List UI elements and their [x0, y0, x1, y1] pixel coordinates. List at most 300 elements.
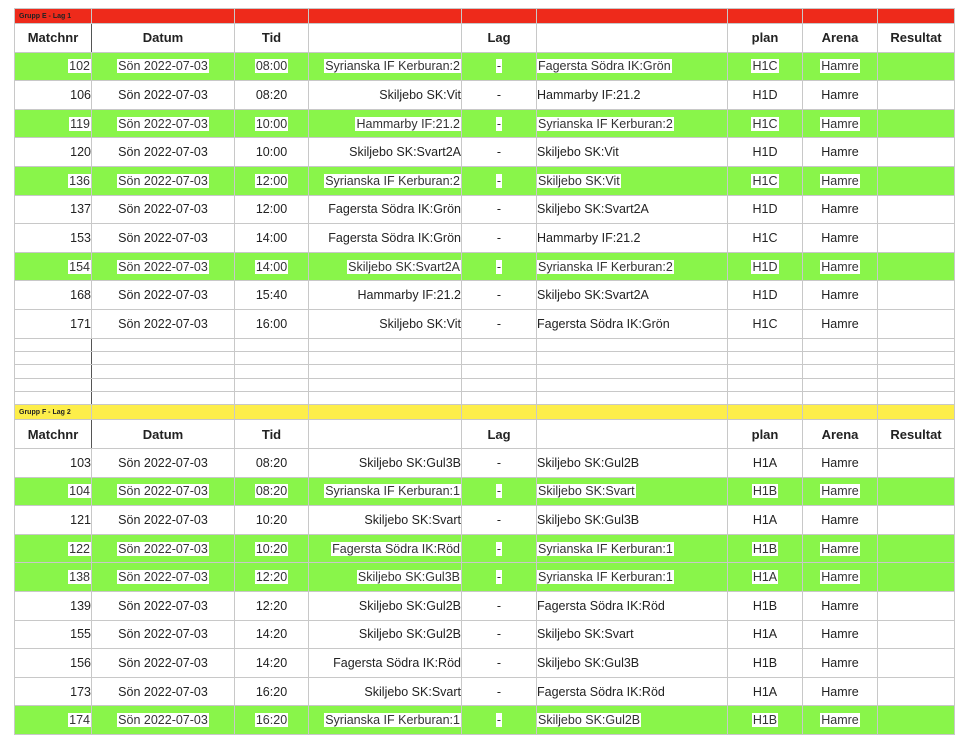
- match-time: [235, 166, 309, 195]
- blank-cell: [728, 378, 803, 391]
- arena-name-text: Hamre: [821, 173, 859, 188]
- match-date-text: Sön 2022-07-03: [118, 570, 208, 585]
- table-row[interactable]: [15, 224, 955, 253]
- blank-row: [15, 351, 955, 364]
- result-cell[interactable]: [878, 195, 955, 224]
- result-cell[interactable]: [878, 677, 955, 706]
- header-arena: Arena: [803, 24, 878, 53]
- band-cell: [728, 405, 803, 420]
- match-date: Sön 2022-07-03: [92, 506, 235, 535]
- result-cell[interactable]: [878, 534, 955, 563]
- match-number: [15, 706, 92, 735]
- header-lag: Lag: [462, 420, 537, 449]
- result-cell[interactable]: [878, 563, 955, 592]
- header-matchnr: Matchnr: [15, 24, 92, 53]
- vs-separator: -: [462, 309, 537, 338]
- vs-separator: [462, 166, 537, 195]
- table-row[interactable]: [15, 252, 955, 281]
- arena-name: [803, 534, 878, 563]
- result-cell[interactable]: [878, 506, 955, 535]
- match-date: [92, 563, 235, 592]
- blank-cell: [15, 392, 92, 405]
- arena-name: Hamre: [803, 138, 878, 167]
- home-team: Skiljebo SK:Vit: [309, 81, 462, 110]
- arena-name: Hamre: [803, 677, 878, 706]
- away-team: [537, 534, 728, 563]
- pitch-plan-text: H1A: [752, 570, 778, 585]
- band-cell: [235, 9, 309, 24]
- home-team-text: Skiljebo SK:Svart2A: [348, 259, 460, 274]
- blank-cell: [309, 338, 462, 351]
- match-time-text: 12:20: [255, 570, 288, 585]
- table-row[interactable]: [15, 52, 955, 81]
- pitch-plan: [728, 563, 803, 592]
- match-time: [235, 109, 309, 138]
- table-row[interactable]: [15, 477, 955, 506]
- pitch-plan: H1A: [728, 677, 803, 706]
- schedule-table: [14, 8, 955, 735]
- pitch-plan: [728, 166, 803, 195]
- pitch-plan: [728, 109, 803, 138]
- blank-cell: [235, 392, 309, 405]
- match-time: 10:20: [235, 506, 309, 535]
- away-team: Skiljebo SK:Vit: [537, 138, 728, 167]
- match-date: Sön 2022-07-03: [92, 677, 235, 706]
- pitch-plan: [728, 477, 803, 506]
- band-cell: [92, 405, 235, 420]
- vs-separator: [462, 706, 537, 735]
- match-number-text: 174: [69, 713, 90, 728]
- table-row[interactable]: [15, 281, 955, 310]
- vs-separator: -: [462, 506, 537, 535]
- home-team: [309, 563, 462, 592]
- blank-cell: [309, 392, 462, 405]
- arena-name: Hamre: [803, 449, 878, 478]
- away-team: [537, 166, 728, 195]
- blank-row: [15, 392, 955, 405]
- band-cell: [803, 9, 878, 24]
- arena-name-text: Hamre: [821, 116, 859, 131]
- away-team: [537, 563, 728, 592]
- vs-separator: [462, 252, 537, 281]
- blank-cell: [803, 338, 878, 351]
- pitch-plan: H1D: [728, 81, 803, 110]
- pitch-plan: H1D: [728, 195, 803, 224]
- pitch-plan: [728, 52, 803, 81]
- blank-cell: [462, 378, 537, 391]
- result-cell[interactable]: [878, 620, 955, 649]
- vs-separator-text: -: [496, 59, 502, 74]
- match-time: 16:20: [235, 677, 309, 706]
- arena-name: Hamre: [803, 195, 878, 224]
- away-team: [537, 477, 728, 506]
- pitch-plan-text: H1B: [752, 484, 778, 499]
- band-cell: [235, 405, 309, 420]
- home-team: Skiljebo SK:Svart2A: [309, 138, 462, 167]
- match-date: [92, 109, 235, 138]
- blank-cell: [728, 392, 803, 405]
- blank-row: [15, 338, 955, 351]
- away-team: Skiljebo SK:Gul3B: [537, 649, 728, 678]
- match-time-text: 10:20: [255, 541, 288, 556]
- vs-separator-text: -: [496, 541, 502, 556]
- pitch-plan: H1B: [728, 592, 803, 621]
- match-number-text: 104: [69, 484, 90, 499]
- blank-cell: [92, 338, 235, 351]
- vs-separator: [462, 563, 537, 592]
- table-row[interactable]: [15, 195, 955, 224]
- match-date: Sön 2022-07-03: [92, 81, 235, 110]
- match-time: 14:00: [235, 224, 309, 253]
- arena-name: Hamre: [803, 281, 878, 310]
- result-cell[interactable]: [878, 138, 955, 167]
- blank-cell: [235, 338, 309, 351]
- table-row[interactable]: [15, 138, 955, 167]
- group-title: Grupp E - Lag 1: [15, 9, 92, 24]
- arena-name-text: Hamre: [821, 570, 859, 585]
- blank-cell: [878, 392, 955, 405]
- pitch-plan: H1A: [728, 449, 803, 478]
- home-team: Skiljebo SK:Svart: [309, 677, 462, 706]
- result-cell[interactable]: [878, 477, 955, 506]
- match-date-text: Sön 2022-07-03: [118, 173, 208, 188]
- home-team: Fagersta Södra IK:Grön: [309, 195, 462, 224]
- blank-cell: [235, 365, 309, 378]
- result-cell[interactable]: [878, 281, 955, 310]
- away-team-text: Syrianska IF Kerburan:2: [538, 116, 673, 131]
- band-cell: [803, 405, 878, 420]
- pitch-plan: [728, 252, 803, 281]
- blank-cell: [92, 392, 235, 405]
- match-date: [92, 252, 235, 281]
- home-team: Fagersta Södra IK:Grön: [309, 224, 462, 253]
- home-team: Fagersta Södra IK:Röd: [309, 649, 462, 678]
- match-number: 155: [15, 620, 92, 649]
- pitch-plan-text: H1B: [752, 541, 778, 556]
- header-arena: Arena: [803, 420, 878, 449]
- match-number-text: 122: [69, 541, 90, 556]
- vs-separator: [462, 534, 537, 563]
- vs-separator-text: -: [496, 713, 502, 728]
- pitch-plan: [728, 706, 803, 735]
- result-cell[interactable]: [878, 109, 955, 138]
- match-time: 14:20: [235, 649, 309, 678]
- header-empty: [309, 420, 462, 449]
- result-cell[interactable]: [878, 649, 955, 678]
- arena-name: [803, 52, 878, 81]
- table-row[interactable]: [15, 649, 955, 678]
- table-row[interactable]: [15, 677, 955, 706]
- blank-cell: [92, 365, 235, 378]
- vs-separator: -: [462, 620, 537, 649]
- arena-name: [803, 563, 878, 592]
- match-date-text: Sön 2022-07-03: [118, 59, 208, 74]
- match-number-text: 102: [69, 59, 90, 74]
- match-time: 08:20: [235, 81, 309, 110]
- table-row[interactable]: [15, 81, 955, 110]
- away-team: Skiljebo SK:Gul2B: [537, 449, 728, 478]
- band-cell: [92, 9, 235, 24]
- match-number: [15, 166, 92, 195]
- home-team: [309, 252, 462, 281]
- match-date: [92, 52, 235, 81]
- band-cell: [537, 405, 728, 420]
- arena-name-text: Hamre: [821, 484, 859, 499]
- match-time: 10:00: [235, 138, 309, 167]
- result-cell[interactable]: [878, 52, 955, 81]
- vs-separator: [462, 109, 537, 138]
- table-row[interactable]: [15, 166, 955, 195]
- arena-name-text: Hamre: [821, 59, 859, 74]
- match-date-text: Sön 2022-07-03: [118, 259, 208, 274]
- header-datum: Datum: [92, 420, 235, 449]
- header-tid: Tid: [235, 24, 309, 53]
- away-team: Skiljebo SK:Svart: [537, 620, 728, 649]
- result-cell[interactable]: [878, 449, 955, 478]
- header-empty: [309, 24, 462, 53]
- match-time: 08:20: [235, 449, 309, 478]
- blank-cell: [728, 338, 803, 351]
- home-team-text: Syrianska IF Kerburan:1: [325, 713, 460, 728]
- away-team: Skiljebo SK:Svart2A: [537, 195, 728, 224]
- band-cell: [728, 9, 803, 24]
- pitch-plan-text: H1C: [752, 116, 778, 131]
- schedule-sheet: [14, 8, 954, 735]
- away-team-text: Syrianska IF Kerburan:1: [538, 541, 673, 556]
- away-team-text: Syrianska IF Kerburan:2: [538, 259, 673, 274]
- table-row[interactable]: [15, 534, 955, 563]
- away-team-text: Skiljebo SK:Svart: [538, 484, 635, 499]
- arena-name-text: Hamre: [821, 541, 859, 556]
- pitch-plan: H1A: [728, 506, 803, 535]
- match-date: Sön 2022-07-03: [92, 138, 235, 167]
- band-cell: [537, 9, 728, 24]
- home-team-text: Fagersta Södra IK:Röd: [332, 541, 460, 556]
- group-band: [15, 405, 955, 420]
- blank-cell: [728, 351, 803, 364]
- away-team: Hammarby IF:21.2: [537, 224, 728, 253]
- match-time: 14:20: [235, 620, 309, 649]
- blank-cell: [15, 338, 92, 351]
- header-tid: Tid: [235, 420, 309, 449]
- blank-cell: [803, 378, 878, 391]
- vs-separator: -: [462, 138, 537, 167]
- match-date: [92, 534, 235, 563]
- header-datum: Datum: [92, 24, 235, 53]
- result-cell[interactable]: [878, 252, 955, 281]
- vs-separator-text: -: [496, 173, 502, 188]
- arena-name: Hamre: [803, 81, 878, 110]
- arena-name-text: Hamre: [821, 713, 859, 728]
- match-time: [235, 563, 309, 592]
- result-cell[interactable]: [878, 224, 955, 253]
- match-date: Sön 2022-07-03: [92, 649, 235, 678]
- result-cell[interactable]: [878, 706, 955, 735]
- arena-name: [803, 109, 878, 138]
- away-team: [537, 252, 728, 281]
- vs-separator: [462, 52, 537, 81]
- blank-cell: [462, 338, 537, 351]
- away-team: Fagersta Södra IK:Grön: [537, 309, 728, 338]
- match-number: [15, 534, 92, 563]
- table-row[interactable]: [15, 109, 955, 138]
- pitch-plan: H1B: [728, 649, 803, 678]
- away-team: Hammarby IF:21.2: [537, 81, 728, 110]
- table-row[interactable]: [15, 706, 955, 735]
- home-team: Skiljebo SK:Gul2B: [309, 620, 462, 649]
- match-number-text: 154: [69, 259, 90, 274]
- home-team-text: Hammarby IF:21.2: [356, 116, 460, 131]
- pitch-plan: H1C: [728, 224, 803, 253]
- away-team-text: Syrianska IF Kerburan:1: [538, 570, 673, 585]
- blank-cell: [878, 378, 955, 391]
- match-date: [92, 706, 235, 735]
- vs-separator: [462, 477, 537, 506]
- blank-cell: [309, 365, 462, 378]
- arena-name: Hamre: [803, 620, 878, 649]
- home-team-text: Skiljebo SK:Gul3B: [357, 570, 460, 585]
- match-time: [235, 706, 309, 735]
- match-date-text: Sön 2022-07-03: [118, 116, 208, 131]
- arena-name: Hamre: [803, 309, 878, 338]
- table-row[interactable]: [15, 563, 955, 592]
- match-number: [15, 563, 92, 592]
- vs-separator-text: -: [496, 259, 502, 274]
- match-time: [235, 252, 309, 281]
- home-team: [309, 166, 462, 195]
- vs-separator-text: -: [496, 570, 502, 585]
- away-team: Fagersta Södra IK:Röd: [537, 592, 728, 621]
- match-number: 137: [15, 195, 92, 224]
- match-date-text: Sön 2022-07-03: [118, 713, 208, 728]
- match-number-text: 136: [69, 173, 90, 188]
- blank-cell: [537, 338, 728, 351]
- band-cell: [878, 9, 955, 24]
- table-row[interactable]: [15, 592, 955, 621]
- header-plan: plan: [728, 24, 803, 53]
- blank-cell: [15, 365, 92, 378]
- vs-separator-text: -: [496, 484, 502, 499]
- match-time-text: 12:00: [255, 173, 288, 188]
- match-number: 168: [15, 281, 92, 310]
- band-cell: [309, 405, 462, 420]
- blank-cell: [803, 351, 878, 364]
- blank-cell: [537, 351, 728, 364]
- home-team: Hammarby IF:21.2: [309, 281, 462, 310]
- arena-name: [803, 706, 878, 735]
- match-time: 12:00: [235, 195, 309, 224]
- match-time-text: 14:00: [255, 259, 288, 274]
- result-cell[interactable]: [878, 309, 955, 338]
- match-date-text: Sön 2022-07-03: [118, 541, 208, 556]
- arena-name: [803, 477, 878, 506]
- blank-row: [15, 378, 955, 391]
- match-date: Sön 2022-07-03: [92, 449, 235, 478]
- match-time-text: 08:00: [255, 59, 288, 74]
- match-number: [15, 52, 92, 81]
- match-time-text: 08:20: [255, 484, 288, 499]
- away-team-text: Skiljebo SK:Vit: [538, 173, 620, 188]
- arena-name-text: Hamre: [821, 259, 859, 274]
- away-team: Skiljebo SK:Gul3B: [537, 506, 728, 535]
- pitch-plan: H1D: [728, 281, 803, 310]
- band-cell: [462, 9, 537, 24]
- header-matchnr: Matchnr: [15, 420, 92, 449]
- match-number: 120: [15, 138, 92, 167]
- match-number-text: 119: [70, 116, 90, 131]
- table-row[interactable]: [15, 309, 955, 338]
- blank-cell: [92, 378, 235, 391]
- home-team-text: Syrianska IF Kerburan:2: [325, 173, 460, 188]
- header-empty: [537, 420, 728, 449]
- match-date: Sön 2022-07-03: [92, 195, 235, 224]
- blank-cell: [309, 378, 462, 391]
- match-date: [92, 166, 235, 195]
- blank-cell: [537, 392, 728, 405]
- pitch-plan: [728, 534, 803, 563]
- arena-name: [803, 166, 878, 195]
- header-resultat: Resultat: [878, 420, 955, 449]
- match-time: 16:00: [235, 309, 309, 338]
- home-team: Skiljebo SK:Gul2B: [309, 592, 462, 621]
- away-team: [537, 109, 728, 138]
- header-empty: [537, 24, 728, 53]
- result-cell[interactable]: [878, 592, 955, 621]
- away-team-text: Fagersta Södra IK:Grön: [538, 59, 671, 74]
- match-date: Sön 2022-07-03: [92, 592, 235, 621]
- match-date: Sön 2022-07-03: [92, 281, 235, 310]
- header-row: [15, 24, 955, 53]
- match-number: [15, 477, 92, 506]
- group-title: Grupp F - Lag 2: [15, 405, 92, 420]
- match-number: 103: [15, 449, 92, 478]
- blank-cell: [803, 392, 878, 405]
- result-cell[interactable]: [878, 81, 955, 110]
- table-row[interactable]: [15, 449, 955, 478]
- vs-separator: -: [462, 195, 537, 224]
- pitch-plan: H1C: [728, 309, 803, 338]
- band-cell: [309, 9, 462, 24]
- table-row[interactable]: [15, 620, 955, 649]
- match-time-text: 16:20: [255, 713, 288, 728]
- blank-cell: [15, 351, 92, 364]
- away-team-text: Skiljebo SK:Gul2B: [538, 713, 641, 728]
- blank-cell: [537, 378, 728, 391]
- pitch-plan: H1D: [728, 138, 803, 167]
- pitch-plan-text: H1C: [752, 173, 778, 188]
- vs-separator-text: -: [496, 116, 502, 131]
- match-date: Sön 2022-07-03: [92, 224, 235, 253]
- result-cell[interactable]: [878, 166, 955, 195]
- match-number: 139: [15, 592, 92, 621]
- match-time-text: 10:00: [255, 116, 288, 131]
- blank-cell: [309, 351, 462, 364]
- blank-cell: [462, 351, 537, 364]
- home-team: [309, 534, 462, 563]
- header-plan: plan: [728, 420, 803, 449]
- match-time: [235, 477, 309, 506]
- home-team: Skiljebo SK:Gul3B: [309, 449, 462, 478]
- table-row[interactable]: [15, 506, 955, 535]
- arena-name: Hamre: [803, 506, 878, 535]
- home-team-text: Syrianska IF Kerburan:2: [325, 59, 460, 74]
- blank-cell: [878, 351, 955, 364]
- home-team-text: Syrianska IF Kerburan:1: [325, 484, 460, 499]
- vs-separator: -: [462, 81, 537, 110]
- match-number-text: 138: [69, 570, 90, 585]
- vs-separator: -: [462, 677, 537, 706]
- match-date: [92, 477, 235, 506]
